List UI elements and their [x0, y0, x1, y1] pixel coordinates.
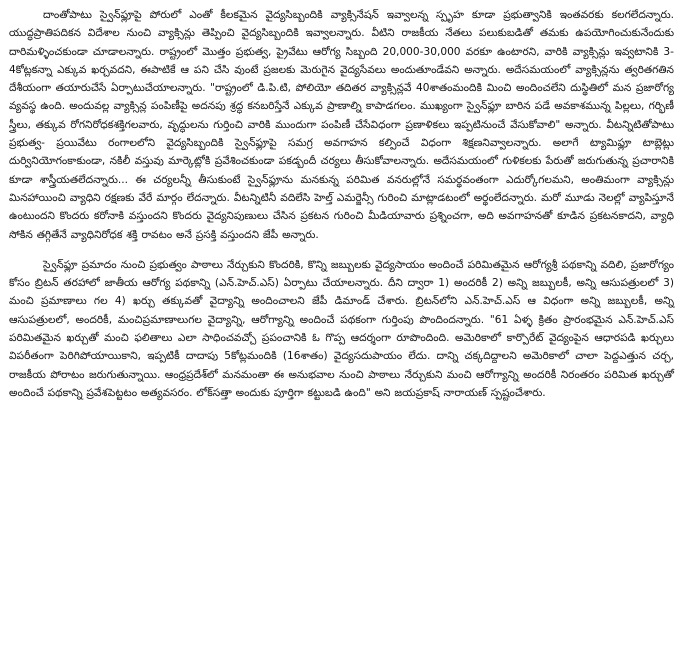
paragraph-spacer — [9, 244, 674, 256]
article-paragraph-1: దాంతోపాటు స్వైన్‌ఫ్లూపై పోరులో ఎంతో కీలకమైన వైద్యసిబ్బందికి వ్యాక్సినేషన్ ఇవ్వాలన్న స్పృహ కూడా ప్రభుత్వానికి ఇంతవరకు కలగలేదన్నారు. యుద్ధప్రాతిపదికన విదేశాల నుంచి వ్యాక్సిన్లు తెప్పించి వైద్యసిబ్బందికి ఇవ్వాలన్నారు. వీటిని రాజకీయ నేతలు పలుకుబడితో తమకు ఉపయోగించుకునేందుకు దారిమళ్ళించకుండా చూడాలన్నారు. రాష్ట్రంలో మొత్తం ప్రభుత్వ, ప్రైవేటు ఆరోగ్య సిబ్బంది 20,000-30,000 వరకూ ఉంటారని, వారికి వ్యాక్సిన్లు ఇవ్వటానికి 3-4కోట్లకన్నా ఎక్కువ ఖర్చవదని, ఈపాటికే ఆ పని చేసి వుంటే ప్రజలకు మెరుగైన వైద్యసేవలు అందుతూండేవని అన్నారు. అదేసమయంలో వ్యాక్సిన్లను త్వరితగతిన దేశీయంగా తయారుచేసే ఏర్పాటుచేయాలన్నారు. "రాష్ట్రంలో డి.పి.టి, పోలియో తదితర వ్యాక్సిన్లవే 40శాతంమందికి మించి అందించలేని దుస్థితిలో మన ప్రజారోగ్య వ్యవస్థ ఉంది. అందువల్ల వ్యాక్సిన్ల పంపిణీపై అదనపు శ్రద్ధ కనబరిస్తేనే ఎక్కువ ప్రాణాల్ని కాపాడగలం. ముఖ్యంగా స్వైన్‌ఫ్లూ బారిన పడే అవకాశమున్న పిల్లలు, గర్భిణీ స్త్రీలు, తక్కువ రోగనిరోధకశక్తిగలవారు, వృద్ధులను గుర్తించి వారికి ముందుగా పంపిణీ చేసేవిధంగా ప్రణాళికలు ఇప్పటినుంచే వేసుకోవాలి" అన్నారు. వీటన్నిటితోపాటు ప్రభుత్వ- ప్రయివేటు రంగాలలోని వైద్యసిబ్బందికి స్వైన్‌ఫ్లూపై సమగ్ర అవగాహన కల్పించే విధంగా శిక్షణనివ్వాలన్నారు. అలాగే ట్యామిఫ్లూ టాబ్లెట్లు దుర్వినియోగంకాకుండా, నకిలీ వస్తువు మార్కెట్లోకి ప్రవేశించకుండా పకడ్బందీ చర్యలు తీసుకోవాలన్నారు. అదేసమయంలో గుళికలకు పేరుతో జరుగుతున్న ప్రచారానికి కూడా శాస్త్రీయతలేదన్నారు... ఈ చర్యలన్నీ తీసుకుంటే స్వైన్‌ఫ్లూను మనకున్న పరిమిత వనరుల్లోనే సమర్థవంతంగా ఎదుర్కోగలమని, అంతిమంగా వ్యాక్సిన్లు మినహాయించి వ్యాధిని రక్షణకు వేరే మార్గం లేదన్నారు. వీటన్నిటినీ వదిలేసి హెల్త్ ఎమర్జెన్సీ గురించి మాట్లాడటంలో అర్థంలేదన్నారు. మరో మూడు నెలల్లో వ్యాపిస్తూనే ఉంటుందని కొందరు కరోనాకి వస్తుందని కొందరు వైద్యనిపుణులు చేసిన ప్రకటన గురించి మీడియావారు ప్రశ్నించగా, అది అవగాహనతో కూడిన ప్రకటనకాదని, వ్యాధి సోకిన తగ్గితేనే వ్యాధినిరోధక శక్తి రావటం అనే ప్రసక్తి వస్తుందని జేపీ అన్నారు. — [9, 9, 674, 241]
article-paragraph-2: స్వైన్‌ఫ్లూ ప్రమాదం నుంచి ప్రభుత్వం పాఠాలు నేర్చుకుని కొందరికి, కొన్ని జబ్బులకు వైద్యసాయం అందించే పరిమితమైన ఆరోగ్యశ్రీ పథకాన్ని వదిలి, ప్రజారోగ్యం కోసం బ్రిటన్ తరహాలో జాతీయ ఆరోగ్య పథకాన్ని (ఎన్.హెచ్.ఎస్) ఏర్పాటు చేయాలన్నారు. దీని ద్వారా 1) అందరికీ 2) అన్ని జబ్బులకీ, అన్ని ఆసుపత్రులలో 3) మంచి ప్రమాణాలు గల 4) ఖర్చు తక్కువతో వైద్యాన్ని అందించాలని జేపీ డిమాండ్ చేశారు. బ్రిటన్‌లోని ఎన్.హెచ్.ఎస్ ఆ విధంగా అన్ని జబ్బులకీ, అన్ని ఆసుపత్రులలో, అందరికీ, మంచిప్రమాణాలుగల వైద్యాన్ని, ఆరోగ్యాన్ని అందించే పథకంగా గుర్తింపు పొందిందన్నారు. "61 ఏళ్ళ క్రితం ప్రారంభమైన ఎన్.హెచ్.ఎస్ పరిమితమైన ఖర్చుతో మంచి ఫలితాలు ఎలా సాధించవచ్చో ప్రపంచానికి ఓ గొప్ప ఆదర్శంగా రూపొందింది. అమెరికాలో కార్పొరేట్ వైద్యంపైన ఆధారపడి ఖర్చులు విపరీతంగా పెరిగిపోయాయికాని, ఇప్పటికీ దాదాపు 5కోట్లమందికి (16శాతం) వైద్యసదుపాయం లేదు. దాన్ని చక్కదిద్దాలని అమెరికాలో చాలా పెద్దఎత్తున చర్చ, రాజకీయ పోరాటం జరుగుతున్నాయి. ఆంధ్రప్రదేశ్‌లో మనమంతా ఈ అనుభవాల నుంచి పాఠాలు నేర్చుకుని మంచి ఆరోగ్యాన్ని అందరికీ నిరంతరం పరిమిత ఖర్చుతో అందించే పథకాన్ని ప్రవేశపెట్టటం అత్యవసరం. లోక్‌సత్తా అందుకు పూర్తిగా కట్టుబడి ఉంది" అని జయప్రకాష్ నారాయణ్ స్పష్టంచేశారు. — [9, 258, 674, 399]
